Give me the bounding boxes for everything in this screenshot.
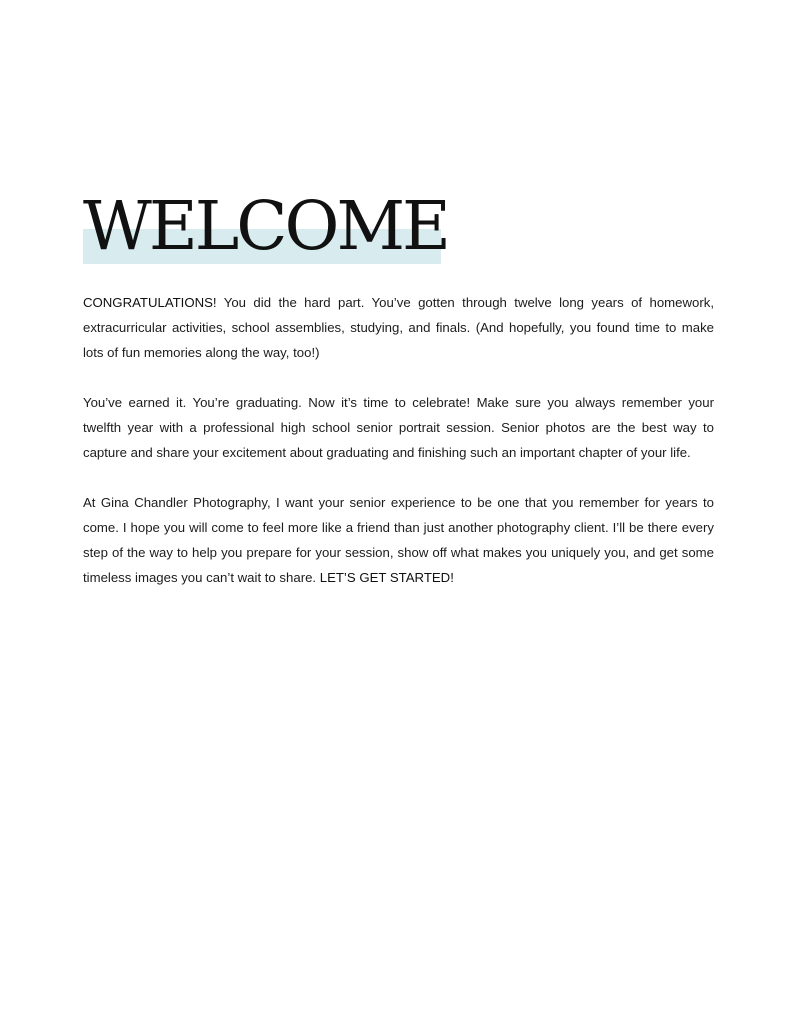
paragraph-text: You did the hard part. You’ve gotten through twelve long years of homework, extracurricular activities, school assemblies, studying, and finals. (And hopefully, you found time to make lots of fun memories along the way, too!): [83, 295, 714, 360]
paragraph-congratulations: [83, 290, 714, 365]
congratulations-lead: CONGRATULATIONS!: [83, 295, 217, 310]
page-title: WELCOME: [83, 187, 448, 265]
get-started-tail: LET’S GET STARTED!: [319, 570, 454, 585]
paragraph-photography: [83, 490, 714, 590]
paragraph-text: You’ve earned it. You’re graduating. Now it’s time to celebrate! Make sure you always remember your twelfth year with a professional high school senior portrait session. Senior photos are the best way to capture and share your excitement about graduating and finishing such an important chapter of your life.: [83, 395, 714, 460]
paragraph-graduating: [83, 390, 714, 465]
paragraph-text: At Gina Chandler Photography, I want your senior experience to be one that you remember for years to come. I hope you will come to feel more like a friend than just another photography client. I’ll be there every step of the way to help you prepare for your session, show off what makes you uniquely you, and get some timeless images you can’t wait to share.: [83, 495, 714, 585]
title-block: [83, 186, 448, 266]
body-text: [83, 290, 714, 615]
